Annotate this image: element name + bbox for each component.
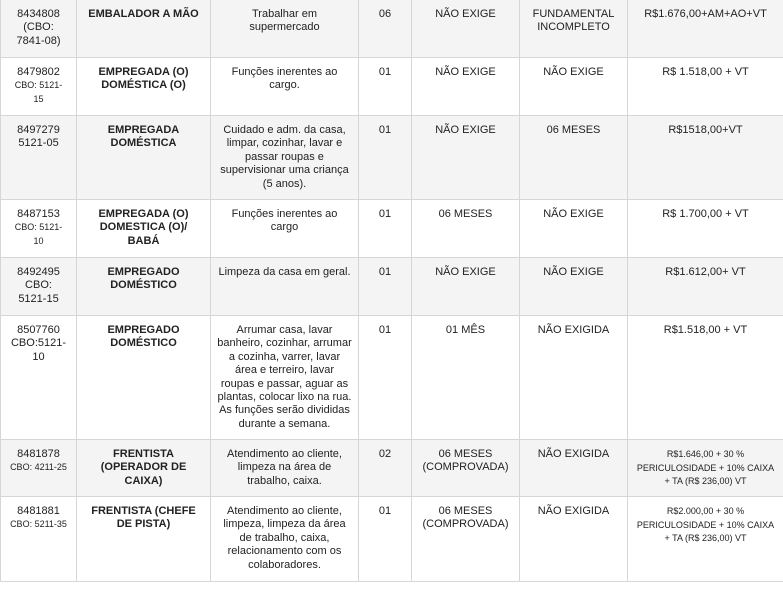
education-requirement: NÃO EXIGIDA: [520, 316, 628, 440]
cbo-code: CBO: 5121-: [14, 222, 63, 233]
job-title: EMBALADOR A MÃO: [77, 0, 211, 58]
vacancies-count: 01: [359, 116, 412, 200]
salary: R$1.518,00 + VT: [628, 316, 783, 440]
experience-requirement: NÃO EXIGE: [412, 58, 520, 116]
vacancy-code-cell: [1, 58, 77, 116]
job-description: Funções inerentes ao cargo: [211, 200, 359, 258]
salary: R$1.676,00+AM+AO+VT: [628, 0, 783, 58]
vacancy-code-cell: [1, 316, 77, 440]
job-title: EMPREGADO DOMÉSTICO: [77, 316, 211, 440]
vacancies-count: 01: [359, 316, 412, 440]
table-row: [1, 497, 783, 582]
vacancy-code: 8492495: [17, 266, 60, 278]
vacancy-code: 8479802: [17, 66, 60, 78]
vacancies-count: 02: [359, 440, 412, 497]
cbo-code-cont: 7841-08): [16, 34, 61, 47]
education-requirement: NÃO EXIGE: [520, 58, 628, 116]
salary: R$ 1.518,00 + VT: [628, 58, 783, 116]
salary: R$ 1.700,00 + VT: [628, 200, 783, 258]
job-description: Limpeza da casa em geral.: [211, 258, 359, 316]
vacancies-count: 01: [359, 200, 412, 258]
cbo-code-cont: 15: [33, 93, 44, 104]
job-description: Atendimento ao cliente, limpeza, limpeza da área de trabalho, caixa, relacionamento com os colaboradores.: [211, 497, 359, 582]
salary-text: R$2.000,00 + 30 % PERICULOSIDADE + 10% CAIXA + TA (R$ 236,00) VT: [636, 506, 775, 544]
job-title: EMPREGADA DOMÉSTICA: [77, 116, 211, 200]
cbo-code: CBO: 4211-25: [10, 462, 67, 473]
vacancies-count: 01: [359, 258, 412, 316]
cbo-code: 5121-05: [18, 137, 59, 150]
job-title: FRENTISTA (OPERADOR DE CAIXA): [77, 440, 211, 497]
job-description: Arrumar casa, lavar banheiro, cozinhar, arrumar a cozinha, varrer, lavar área e terreiro, lavar roupas e passar, aguar as plantas, colocar lixo na rua. As funções serão divididas durante a semana.: [211, 316, 359, 440]
cbo-code: CBO: 5211-35: [10, 519, 67, 530]
job-description: Funções inerentes ao cargo.: [211, 58, 359, 116]
vacancy-code: 8487153: [17, 208, 60, 220]
vacancy-code-cell: [1, 497, 77, 582]
job-title: FRENTISTA (CHEFE DE PISTA): [77, 497, 211, 582]
table-row: [1, 0, 783, 58]
table-row: [1, 58, 783, 116]
job-title: EMPREGADA (O) DOMÉSTICA (O): [77, 58, 211, 116]
vacancies-count: 01: [359, 497, 412, 582]
cbo-code: CBO: 5121-: [14, 80, 63, 91]
salary: [628, 440, 783, 497]
cbo-code-cont: 10: [33, 235, 44, 246]
cbo-code-cont: 10: [32, 350, 45, 363]
vacancy-code-cell: [1, 258, 77, 316]
cbo-code-cont: 5121-15: [18, 292, 59, 305]
vacancy-code: 8481881: [17, 505, 60, 517]
education-requirement: NÃO EXIGE: [520, 258, 628, 316]
vacancy-code: 8434808: [17, 8, 60, 20]
vacancy-code-cell: [1, 200, 77, 258]
cbo-code: CBO:5121-: [10, 337, 67, 350]
vacancy-code: 8481878: [17, 448, 60, 460]
job-description: Atendimento ao cliente, limpeza na área de trabalho, caixa.: [211, 440, 359, 497]
experience-requirement: NÃO EXIGE: [412, 258, 520, 316]
vacancies-count: 06: [359, 0, 412, 58]
job-title: EMPREGADO DOMÉSTICO: [77, 258, 211, 316]
vacancy-code: 8507760: [17, 324, 60, 336]
experience-requirement: 06 MESES (COMPROVADA): [412, 440, 520, 497]
table-row: [1, 316, 783, 440]
table-row: [1, 258, 783, 316]
job-title: EMPREGADA (O) DOMESTICA (O)/ BABÁ: [77, 200, 211, 258]
experience-requirement: 06 MESES (COMPROVADA): [412, 497, 520, 582]
experience-requirement: NÃO EXIGE: [412, 116, 520, 200]
vacancies-count: 01: [359, 58, 412, 116]
job-description: Trabalhar em supermercado: [211, 0, 359, 58]
salary: [628, 497, 783, 582]
vacancy-code: 8497279: [17, 124, 60, 136]
cbo-code: CBO:: [25, 279, 52, 292]
education-requirement: 06 MESES: [520, 116, 628, 200]
salary: R$1518,00+VT: [628, 116, 783, 200]
cbo-code: (CBO:: [23, 21, 54, 34]
education-requirement: NÃO EXIGIDA: [520, 497, 628, 582]
experience-requirement: NÃO EXIGE: [412, 0, 520, 58]
table-row: [1, 116, 783, 200]
experience-requirement: 06 MESES: [412, 200, 520, 258]
experience-requirement: 01 MÊS: [412, 316, 520, 440]
salary-text: R$1.646,00 + 30 % PERICULOSIDADE + 10% CAIXA + TA (R$ 236,00) VT: [636, 449, 775, 487]
vacancy-code-cell: [1, 0, 77, 58]
education-requirement: FUNDAMENTAL INCOMPLETO: [520, 0, 628, 58]
table-row: [1, 200, 783, 258]
vacancy-code-cell: [1, 440, 77, 497]
job-description: Cuidado e adm. da casa, limpar, cozinhar, lavar e passar roupas e supervisionar uma criança (5 anos).: [211, 116, 359, 200]
education-requirement: NÃO EXIGE: [520, 200, 628, 258]
table-row: [1, 440, 783, 497]
salary: R$1.612,00+ VT: [628, 258, 783, 316]
education-requirement: NÃO EXIGIDA: [520, 440, 628, 497]
vacancy-code-cell: [1, 116, 77, 200]
